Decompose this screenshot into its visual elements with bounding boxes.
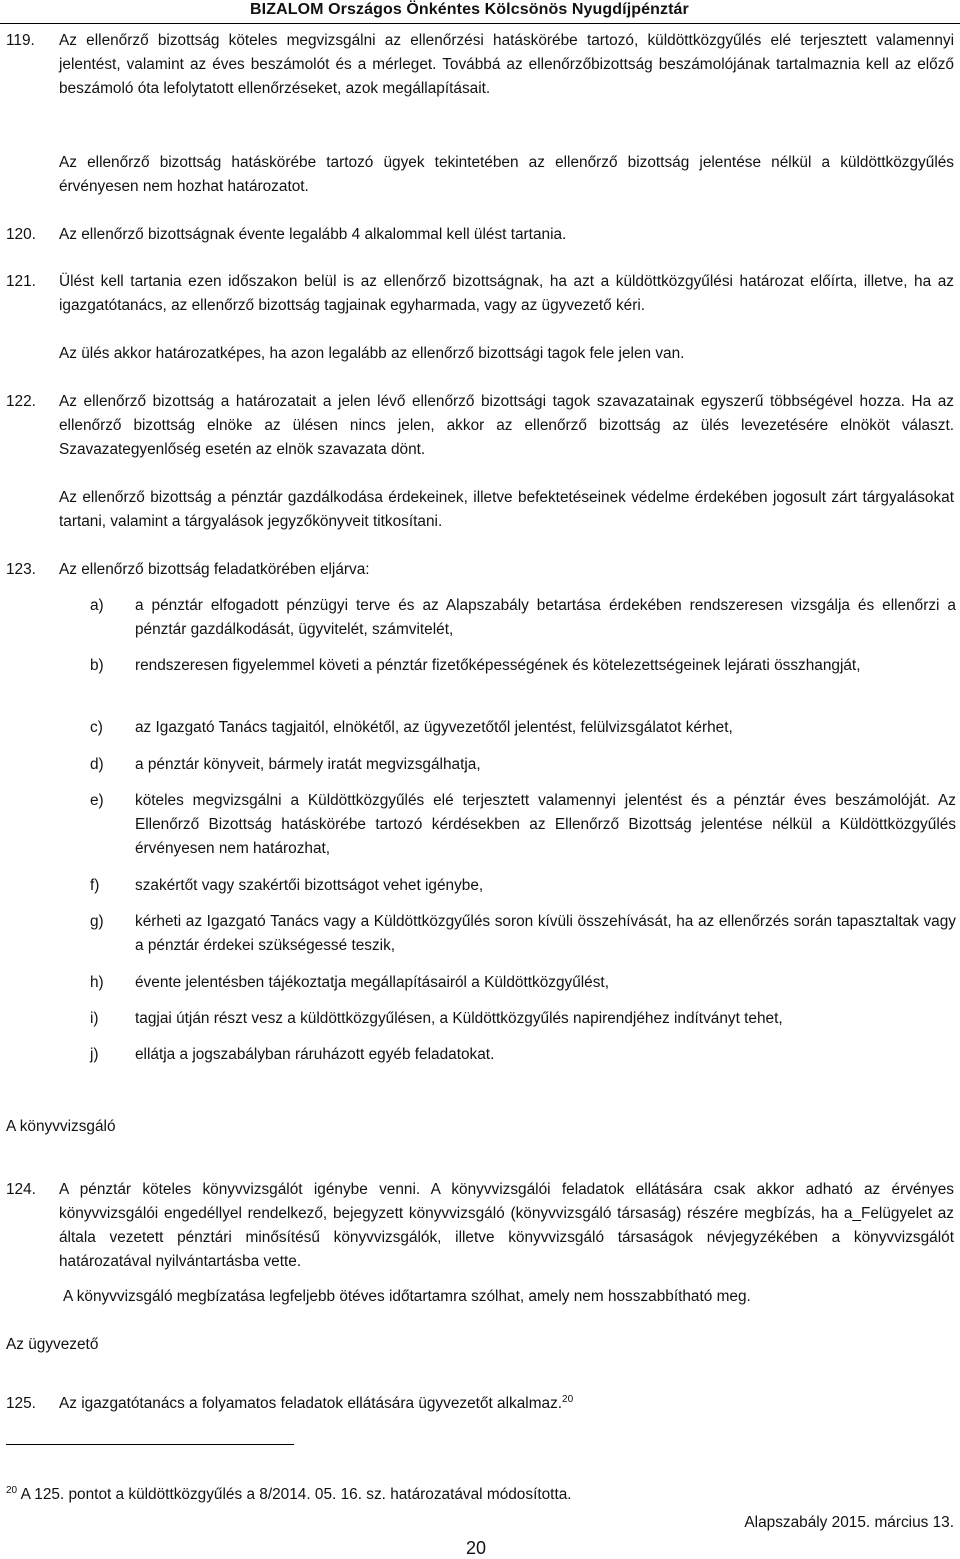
list-item-text: rendszeresen figyelemmel követi a pénztár fizetőképességének és kötelezettségeinek lejárati összhangját,: [135, 657, 861, 674]
list-item: [90, 1043, 956, 1067]
section-heading-manager: Az ügyvezető: [6, 1336, 99, 1353]
list-item: [90, 594, 956, 642]
paragraph-text: Az ellenőrző bizottság köteles megvizsgálni az ellenőrzési hatáskörébe tartozó, küldöttközgyűlés elé terjesztett valamennyi jelentést, valamint az éves beszámolót és a mérleget. Továbbá az ellenőrzőbizottság beszámolójának tartalmaznia kell az előző beszámoló óta lefolytatott ellenőrzéseket, azok megállapításait.: [59, 32, 954, 97]
footer-date: Alapszabály 2015. március 13.: [744, 1514, 954, 1531]
list-item-text: évente jelentésben tájékoztatja megállapításairól a Küldöttközgyűlést,: [135, 974, 609, 991]
list-item-text: szakértőt vagy szakértői bizottságot vehet igénybe,: [135, 877, 484, 894]
list-item-text: ellátja a jogszabályban ráruházott egyéb feladatokat.: [135, 1046, 495, 1063]
list-item: [90, 716, 956, 740]
footnote-separator: [6, 1444, 294, 1445]
list-item: [90, 789, 956, 861]
paragraph-125-text: Az igazgatótanács a folyamatos feladatok ellátására ügyvezetőt alkalmaz.: [59, 1395, 563, 1412]
paragraph-124-continuation: A könyvvizsgáló megbízatása legfeljebb ötéves időtartamra szólhat, amely nem hosszabbítható meg.: [63, 1288, 751, 1305]
paragraph-120: [6, 223, 954, 247]
paragraph-text: [59, 1392, 954, 1416]
list-item: [90, 971, 956, 995]
list-item-label: h): [90, 974, 104, 991]
paragraph-121: [6, 270, 954, 318]
list-item: [90, 753, 956, 777]
section-heading-auditor: A könyvvizsgáló: [6, 1118, 116, 1135]
paragraph-number: 125.: [6, 1395, 36, 1412]
list-item: [90, 654, 956, 678]
list-item-text: kérheti az Igazgató Tanács vagy a Küldöttközgyűlés soron kívüli összehívását, ha az ellenőrzés során tapasztaltak vagy a pénztár érdekei szükségessé teszik,: [135, 913, 956, 954]
list-item-label: c): [90, 719, 103, 736]
footnote-mark: 20: [6, 1484, 18, 1496]
footnote: [6, 1486, 572, 1504]
paragraph-121-continuation: Az ülés akkor határozatképes, ha azon legalább az ellenőrző bizottsági tagok fele jelen van.: [59, 345, 685, 362]
list-item-text: köteles megvizsgálni a Küldöttközgyűlés elé terjesztett valamennyi jelentést és a pénztár éves beszámolóját. Az Ellenőrző Bizottság hatáskörébe tartozó kérdésekben az Ellenőrző Bizottság jelentése nélkül a Küldöttközgyűlés érvényesen nem határozhat,: [135, 792, 956, 857]
paragraph-number: 119.: [6, 32, 35, 49]
list-item-label: i): [90, 1010, 99, 1027]
list-item: [90, 1007, 956, 1031]
list-item: [90, 910, 956, 958]
list-item-label: j): [90, 1046, 99, 1063]
paragraph-number: 124.: [6, 1181, 36, 1198]
paragraph-125: [6, 1392, 954, 1416]
paragraph-number: 121.: [6, 273, 36, 290]
paragraph-text: Ülést kell tartania ezen időszakon belül is az ellenőrző bizottságnak, ha azt a küldöttközgyűlési határozat előírta, illetve, ha az igazgatótanács, az ellenőrző bizottság tagjainak egyharmada, vagy az ügyvezető kéri.: [59, 273, 954, 314]
list-item-label: a): [90, 597, 104, 614]
list-item-label: f): [90, 877, 100, 894]
paragraph-number: 123.: [6, 561, 36, 578]
paragraph-text: Az ellenőrző bizottságnak évente legalább 4 alkalommal kell ülést tartania.: [59, 226, 567, 243]
paragraph-number: 120.: [6, 226, 36, 243]
paragraph-124: [6, 1178, 954, 1274]
list-item-label: d): [90, 756, 104, 773]
paragraph-text: Az ellenőrző bizottság a határozatait a jelen lévő ellenőrző bizottsági tagok szavazatainak egyszerű többségével hozza. Ha az ellenőrző bizottság elnöke az ülésen nincs jelen, akkor az ellenőrző bizottság az ülés levezetésére elnököt választ. Szavazategyenlőség esetén az elnök szavazata dönt.: [59, 393, 954, 458]
header-title: BIZALOM Országos Önkéntes Kölcsönös Nyugdíjpénztár: [250, 1, 689, 18]
paragraph-123: [6, 558, 954, 582]
paragraph-119: [6, 29, 954, 101]
paragraph-text: A pénztár köteles könyvvizsgálót igénybe venni. A könyvvizsgálói feladatok ellátására csak akkor adható az érvényes könyvvizsgálói engedéllyel rendelkező, bejegyzett könyvvizsgáló (könyvvizsgáló társaság) részére megbízás, ha a_Felügyelet az általa vezetett pénztári minősítésű könyvvizsgálók, illetve könyvvizsgáló társaságok névjegyzékében a könyvvizsgálót határozatával nyilvántartásba vette.: [59, 1181, 954, 1270]
list-item-text: tagjai útján részt vesz a küldöttközgyűlésen, a Küldöttközgyűlés napirendjéhez indítványt tehet,: [135, 1010, 783, 1027]
paragraph-122: [6, 390, 954, 462]
list-item-label: g): [90, 913, 104, 930]
paragraph-119-continuation: Az ellenőrző bizottság hatáskörébe tartozó ügyek tekintetében az ellenőrző bizottság jelentése nélkül a küldöttközgyűlés érvényesen nem hozhat határozatot.: [59, 154, 954, 195]
footnote-text: A 125. pontot a küldöttközgyűlés a 8/2014. 05. 16. sz. határozatával módosította.: [20, 1486, 572, 1503]
page-number: 20: [466, 1538, 487, 1558]
footnote-reference[interactable]: 20: [562, 1393, 574, 1405]
list-item-text: a pénztár elfogadott pénzügyi terve és az Alapszabály betartása érdekében rendszeresen vizsgálja és ellenőrzi a pénztár gazdálkodását, ügyvitelét, számvitelét,: [135, 597, 956, 638]
list-item-label: e): [90, 792, 104, 809]
list-item-text: az Igazgató Tanács tagjaitól, elnökétől, az ügyvezetőtől jelentést, felülvizsgálatot kérhet,: [135, 719, 733, 736]
paragraph-122-continuation: Az ellenőrző bizottság a pénztár gazdálkodása érdekeinek, illetve befektetéseinek védelme érdekében jogosult zárt tárgyalásokat tartani, valamint a tárgyalások jegyzőkönyveit titkosítani.: [59, 489, 954, 530]
page-header: [0, 0, 960, 24]
list-item: [90, 874, 956, 898]
paragraph-number: 122.: [6, 393, 36, 410]
list-item-label: b): [90, 657, 104, 674]
paragraph-text: Az ellenőrző bizottság feladatkörében eljárva:: [59, 561, 370, 578]
list-item-text: a pénztár könyveit, bármely iratát megvizsgálhatja,: [135, 756, 481, 773]
